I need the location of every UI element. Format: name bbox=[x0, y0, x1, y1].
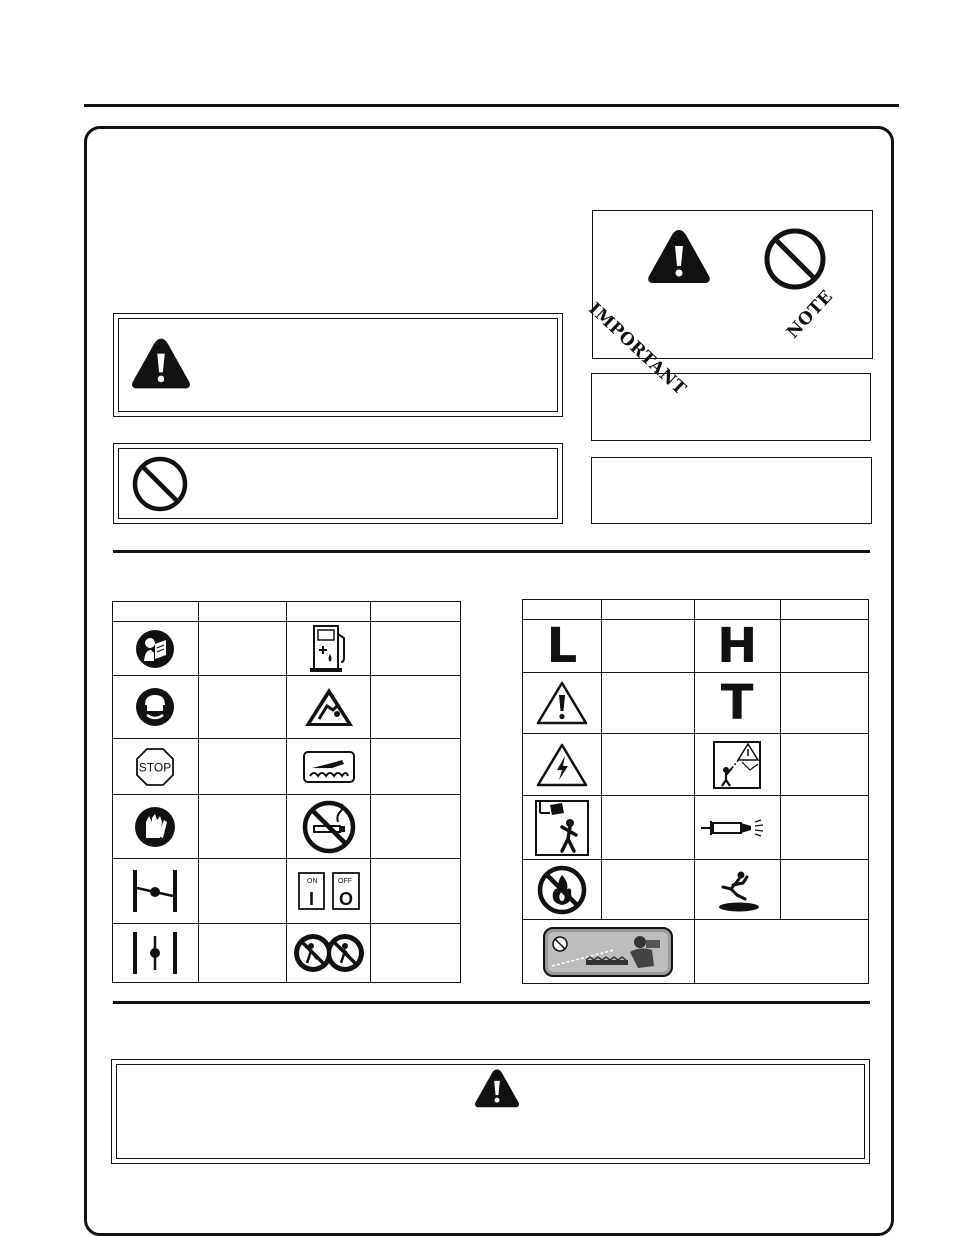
table-cell bbox=[780, 673, 868, 734]
table-cell bbox=[371, 924, 461, 983]
table-cell bbox=[287, 924, 371, 983]
table-header bbox=[371, 602, 461, 622]
letter-H-icon: H bbox=[717, 618, 758, 674]
table-header bbox=[601, 600, 694, 620]
note-stamp: NOTE bbox=[783, 286, 838, 343]
prohibition-box bbox=[113, 443, 563, 524]
decal-label-icon bbox=[542, 926, 674, 978]
letter-T-icon: T bbox=[720, 675, 754, 731]
fuel-pump-icon bbox=[306, 624, 352, 674]
table-cell bbox=[113, 924, 199, 983]
gloves-icon bbox=[134, 806, 176, 848]
section-rule bbox=[113, 1001, 870, 1004]
table-cell bbox=[198, 859, 287, 924]
on-off-switch-icon bbox=[297, 871, 361, 911]
legend-box bbox=[584, 210, 873, 400]
stop-sign-icon bbox=[135, 747, 175, 787]
table-cell bbox=[371, 739, 461, 795]
table-cell bbox=[198, 924, 287, 983]
stop-label: STOP bbox=[139, 760, 172, 774]
table-header bbox=[287, 602, 371, 622]
table-cell bbox=[523, 734, 602, 796]
table-cell bbox=[694, 860, 780, 920]
on-glyph: I bbox=[308, 889, 314, 909]
choke-open-icon bbox=[129, 930, 181, 976]
hot-surface-icon bbox=[302, 750, 356, 784]
table-cell bbox=[780, 796, 868, 860]
on-label: ON bbox=[306, 878, 318, 885]
warning-triangle-icon bbox=[646, 228, 712, 284]
warning-triangle-icon bbox=[473, 1068, 521, 1108]
table-cell bbox=[287, 622, 371, 676]
table-cell bbox=[113, 795, 199, 859]
table-cell bbox=[780, 734, 868, 796]
table-header bbox=[694, 600, 780, 620]
table-cell bbox=[371, 859, 461, 924]
table-cell bbox=[287, 795, 371, 859]
table-cell bbox=[523, 620, 602, 673]
table-cell bbox=[371, 795, 461, 859]
table-cell bbox=[523, 920, 695, 984]
table-cell bbox=[694, 620, 780, 673]
off-label: OFF bbox=[337, 878, 352, 885]
table-cell bbox=[601, 860, 694, 920]
table-cell bbox=[198, 676, 287, 739]
high-pressure-icon bbox=[699, 816, 775, 840]
table-cell bbox=[287, 739, 371, 795]
note-description-box bbox=[591, 457, 872, 524]
table-header bbox=[523, 600, 602, 620]
table-header bbox=[113, 602, 199, 622]
read-manual-icon bbox=[135, 629, 175, 669]
table-cell bbox=[113, 622, 199, 676]
table-cell bbox=[371, 622, 461, 676]
table-cell bbox=[113, 859, 199, 924]
table-cell bbox=[694, 920, 868, 984]
falling-object-icon bbox=[712, 740, 762, 790]
table-cell bbox=[198, 739, 287, 795]
table-cell bbox=[601, 796, 694, 860]
table-cell bbox=[601, 734, 694, 796]
table-header bbox=[780, 600, 868, 620]
section-rule bbox=[113, 550, 870, 553]
letter-L-icon: L bbox=[546, 618, 578, 674]
slippery-icon bbox=[711, 867, 763, 913]
head-protection-icon bbox=[135, 687, 175, 727]
no-fire-icon bbox=[537, 865, 587, 915]
table-cell bbox=[523, 673, 602, 734]
warning-triangle-icon bbox=[130, 336, 192, 390]
no-smoking-icon bbox=[302, 800, 356, 854]
table-cell bbox=[780, 620, 868, 673]
table-cell bbox=[694, 734, 780, 796]
table-cell bbox=[198, 795, 287, 859]
table-cell bbox=[287, 859, 371, 924]
symbols-table-left bbox=[112, 601, 461, 983]
table-cell bbox=[780, 860, 868, 920]
electric-shock-icon bbox=[536, 742, 588, 788]
table-cell bbox=[601, 673, 694, 734]
important-stamp: IMPORTANT bbox=[584, 299, 691, 400]
table-cell bbox=[694, 673, 780, 734]
caution-exclamation-icon bbox=[536, 680, 588, 726]
thrown-object-icon bbox=[534, 799, 590, 857]
table-header bbox=[198, 602, 287, 622]
no-spectators-icon bbox=[293, 929, 365, 977]
table-cell bbox=[113, 739, 199, 795]
symbols-table-right bbox=[522, 599, 869, 984]
table-cell bbox=[198, 622, 287, 676]
table-cell bbox=[694, 796, 780, 860]
prohibited-circle-icon bbox=[130, 454, 190, 514]
table-cell bbox=[113, 676, 199, 739]
table-cell bbox=[287, 676, 371, 739]
table-cell bbox=[523, 796, 602, 860]
kickback-warning-icon bbox=[303, 686, 355, 728]
bottom-warning-box bbox=[111, 1059, 870, 1164]
warning-box bbox=[113, 313, 563, 417]
top-rule bbox=[84, 104, 899, 107]
prohibited-circle-icon bbox=[760, 228, 830, 290]
off-glyph: O bbox=[338, 889, 353, 909]
table-cell bbox=[371, 676, 461, 739]
table-cell bbox=[523, 860, 602, 920]
table-cell bbox=[601, 620, 694, 673]
choke-closed-icon bbox=[129, 868, 181, 914]
important-description-box bbox=[591, 373, 871, 441]
